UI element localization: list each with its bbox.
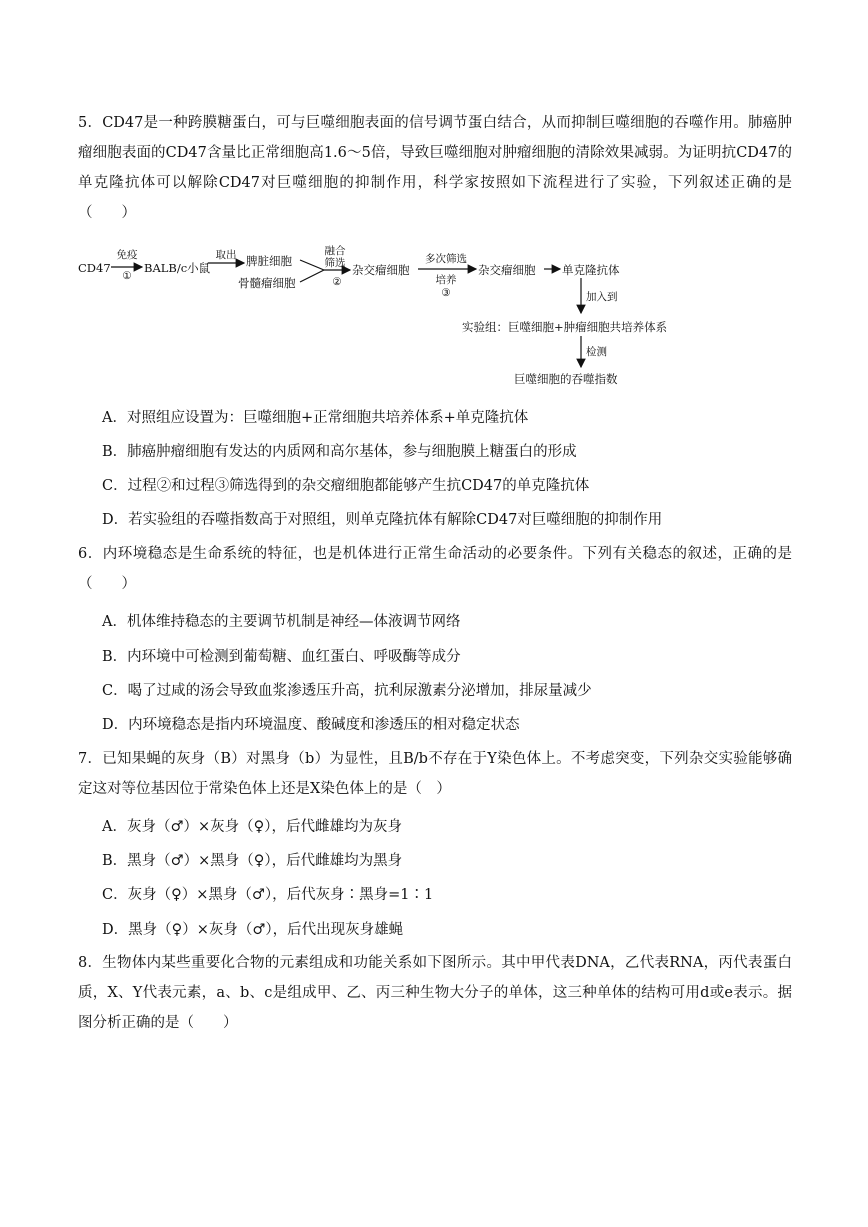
label-step-3: ③	[441, 287, 451, 299]
label-multi-screen: 多次筛选	[425, 253, 467, 265]
experiment-flowchart	[78, 244, 718, 394]
q6-option-b: B．内环境中可检测到葡萄糖、血红蛋白、呼吸酶等成分	[102, 649, 461, 665]
q7-option-c: C．灰身（♀）×黑身（♂），后代灰身∶黑身=1∶1	[102, 887, 434, 903]
label-step-2: ②	[332, 276, 342, 288]
label-cd47: CD47	[78, 261, 111, 275]
label-monoclonal-antibody: 单克隆抗体	[562, 263, 620, 277]
label-extract: 取出	[215, 249, 237, 261]
label-fuse: 融合	[324, 245, 346, 257]
q6-option-c: C．喝了过咸的汤会导致血浆渗透压升高，抗利尿激素分泌增加，排尿量减少	[102, 683, 592, 699]
label-culture: 培养	[435, 274, 457, 286]
q7-option-b: B．黑身（♂）×黑身（♀），后代雌雄均为黑身	[102, 853, 403, 869]
question-7-stem: 7．已知果蝇的灰身（B）对黑身（b）为显性，且B/b不存在于Y染色体上。不考虑突变，下列杂交实验能够确定这对等位基因位于常染色体上还是X染色体上的是（ ）	[78, 751, 792, 797]
label-hybridoma-1: 杂交瘤细胞	[352, 263, 410, 277]
label-hybridoma-2: 杂交瘤细胞	[478, 263, 536, 277]
question-5-stem: 5．CD47是一种跨膜糖蛋白，可与巨噬细胞表面的信号调节蛋白结合，从而抑制巨噬细胞的吞噬作用。肺癌肿瘤细胞表面的CD47含量比正常细胞高1.6～5倍，导致巨噬细胞对肿瘤细胞的清除效果减弱。为证明抗CD47的单克隆抗体可以解除CD47对巨噬细胞的抑制作用，科学家按照如下流程进行了实验，下列叙述正确的是（ ）	[78, 115, 792, 221]
label-add-to: 加入到	[586, 291, 618, 303]
label-phagocytic-index: 巨噬细胞的吞噬指数	[514, 372, 618, 386]
label-myeloma-cell: 骨髓瘤细胞	[238, 276, 296, 290]
label-mouse: BALB/c小鼠	[144, 261, 211, 275]
q7-option-a: A．灰身（♂）×灰身（♀），后代雌雄均为灰身	[102, 819, 402, 835]
label-immunize: 免疫	[116, 249, 138, 261]
question-8-stem: 8．生物体内某些重要化合物的元素组成和功能关系如下图所示。其中甲代表DNA，乙代表RNA，丙代表蛋白质，X、Y代表元素，a、b、c是组成甲、乙、丙三种生物大分子的单体，这三种单体的结构可用d或e表示。据图分析正确的是（ ）	[78, 955, 792, 1031]
q6-option-d: D．内环境稳态是指内环境温度、酸碱度和渗透压的相对稳定状态	[102, 717, 520, 733]
label-experiment-group: 实验组：巨噬细胞+肿瘤细胞共培养体系	[462, 320, 668, 334]
label-screen: 筛选	[324, 257, 346, 269]
label-detect: 检测	[586, 346, 607, 358]
q5-option-c: C．过程②和过程③筛选得到的杂交瘤细胞都能够产生抗CD47的单克隆抗体	[102, 478, 590, 494]
question-6-stem: 6．内环境稳态是生命系统的特征，也是机体进行正常生命活动的必要条件。下列有关稳态的叙述，正确的是（ ）	[78, 546, 792, 592]
q5-option-d: D．若实验组的吞噬指数高于对照组，则单克隆抗体有解除CD47对巨噬细胞的抑制作用	[102, 512, 663, 528]
label-spleen-cell: 脾脏细胞	[246, 254, 292, 268]
q7-option-d: D．黑身（♀）×灰身（♂），后代出现灰身雄蝇	[102, 922, 404, 938]
label-step-1: ①	[122, 270, 132, 282]
q5-option-a: A．对照组应设置为：巨噬细胞+正常细胞共培养体系+单克隆抗体	[102, 410, 529, 426]
q5-option-b: B．肺癌肿瘤细胞有发达的内质网和高尔基体，参与细胞膜上糖蛋白的形成	[102, 444, 577, 460]
q6-option-a: A．机体维持稳态的主要调节机制是神经—体液调节网络	[102, 614, 461, 630]
